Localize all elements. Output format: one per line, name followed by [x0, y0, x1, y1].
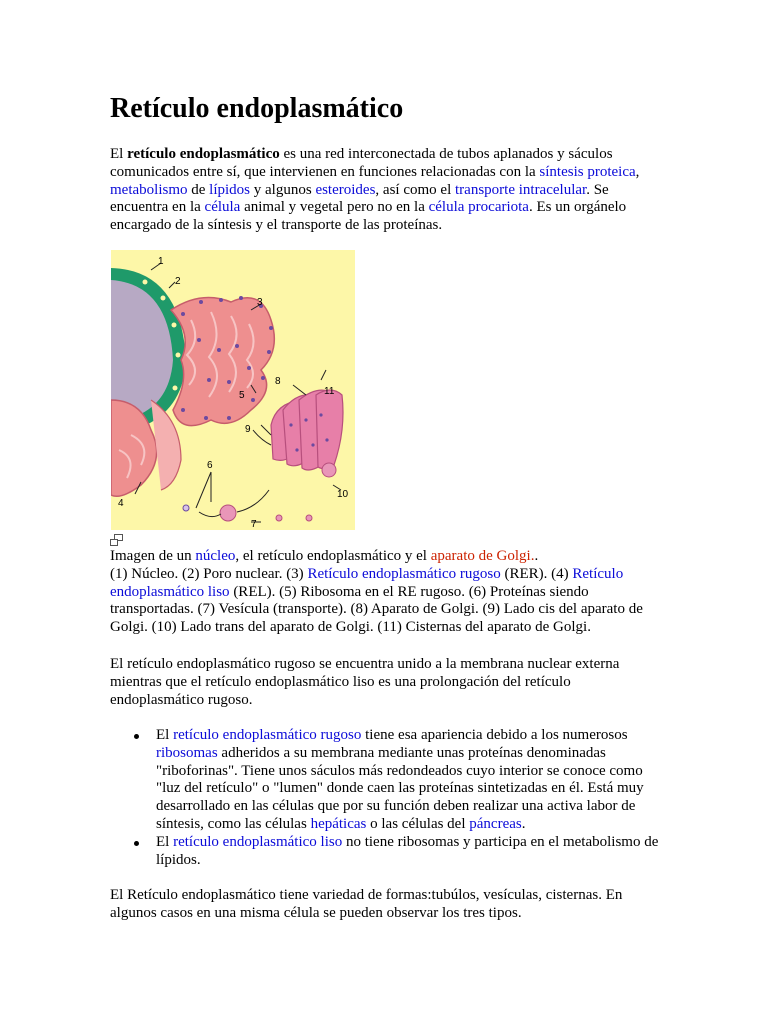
label-7: 7: [251, 519, 257, 530]
label-4: 4: [118, 498, 124, 509]
cell-diagram-image[interactable]: [111, 250, 355, 530]
page-title: Retículo endoplasmático: [110, 93, 404, 124]
link-ribosomas[interactable]: ribosomas: [156, 744, 218, 761]
link-celula-procariota[interactable]: célula procariota: [428, 199, 529, 216]
label-2: 2: [175, 276, 181, 287]
link-aparato-de-golgi[interactable]: aparato de Golgi.: [430, 548, 535, 564]
cell-diagram-svg: [111, 250, 355, 530]
list-item: El retículo endoplasmático liso no tiene ribosomas y participa en el metabolismo de lípidos.: [156, 833, 659, 868]
bold-term: retículo endoplasmático: [127, 146, 280, 162]
label-5: 5: [239, 390, 245, 401]
list-item: El retículo endoplasmático rugoso tiene esa apariencia debido a los numerosos ribosomas adheridos a su membrana mediante unas proteínas denominadas "riboforinas". Tiene unos sáculos más redondeados cuyo interior se conoce como "luz del retículo" o "lumen" donde caen las proteínas sintetizadas en él. Está muy desarrollado en las células que por su función deben realizar una activa labor de síntesis, como las células hepáticas o las células del páncreas.: [156, 727, 660, 834]
link-sintesis-proteica[interactable]: síntesis proteica: [539, 163, 636, 180]
link-reticulo-liso[interactable]: retículo endoplasmático liso: [173, 833, 343, 850]
label-11: 11: [324, 386, 335, 397]
intro-paragraph: El retículo endoplasmático es una red interconectada de tubos aplanados y sáculos comunicados entre sí, que intervienen en funciones relacionadas con la síntesis proteica, metabolismo de lípidos y algunos esteroides, así como el transporte intracelular. Se encuentra en la célula animal y vegetal pero no en la célula procariota. Es un orgánelo encargado de la síntesis y el transporte de las proteínas.: [110, 146, 640, 234]
label-3: 3: [257, 297, 263, 308]
link-lipidos[interactable]: lípidos: [209, 181, 251, 198]
paragraph-rer-location: El retículo endoplasmático rugoso se encuentra unido a la membrana nuclear externa mientras que el retículo endoplasmático liso es una prolongación del retículo endoplasmático rugoso.: [110, 656, 620, 708]
small-vesicle: [306, 515, 312, 521]
link-nucleo[interactable]: núcleo: [195, 548, 236, 564]
link-reticulo-rugoso[interactable]: retículo endoplasmático rugoso: [173, 727, 362, 743]
bullet-list: [110, 727, 660, 869]
label-9: 9: [245, 424, 251, 435]
label-10: 10: [337, 489, 349, 500]
link-pancreas[interactable]: páncreas: [469, 815, 522, 832]
link-celula[interactable]: célula: [204, 199, 241, 216]
small-vesicle: [276, 515, 282, 521]
link-transporte-intracelular[interactable]: transporte intracelular: [455, 181, 587, 198]
label-8: 8: [275, 376, 281, 387]
link-reticulo-rugoso[interactable]: Retículo endoplasmático rugoso: [307, 565, 501, 582]
link-metabolismo[interactable]: metabolismo: [110, 181, 188, 198]
figure-caption: Imagen de un núcleo, el retículo endoplasmático y el aparato de Golgi.. (1) Núcleo. (2) Poro nuclear. (3) Retículo endoplasmático rugoso (RER). (4) Retículo endoplasmático liso (REL). (5) Ribosoma en el RE rugoso. (6) Proteínas siendo transportadas. (7) Vesícula (transporte). (8) Aparato de Golgi. (9) Lado cis del aparato de Golgi. (10) Lado trans del aparato de Golgi. (11) Cisternas del aparato de Golgi.: [110, 548, 643, 636]
trans-vesicle: [322, 463, 336, 477]
link-reticulo-liso[interactable]: Retículo endoplasmático liso: [110, 565, 624, 600]
link-hepaticas[interactable]: hepáticas: [310, 815, 367, 832]
label-1: 1: [158, 256, 164, 267]
transport-vesicle: [220, 505, 236, 521]
label-6: 6: [207, 460, 213, 471]
protein-vesicle: [183, 505, 189, 511]
link-esteroides[interactable]: esteroides: [315, 181, 376, 198]
magnify-icon: [110, 534, 124, 546]
paragraph-forms: El Retículo endoplasmático tiene variedad de formas:tubúlos, vesículas, cisternas. En algunos casos en una misma célula se pueden observar los tres tipos.: [110, 887, 623, 921]
